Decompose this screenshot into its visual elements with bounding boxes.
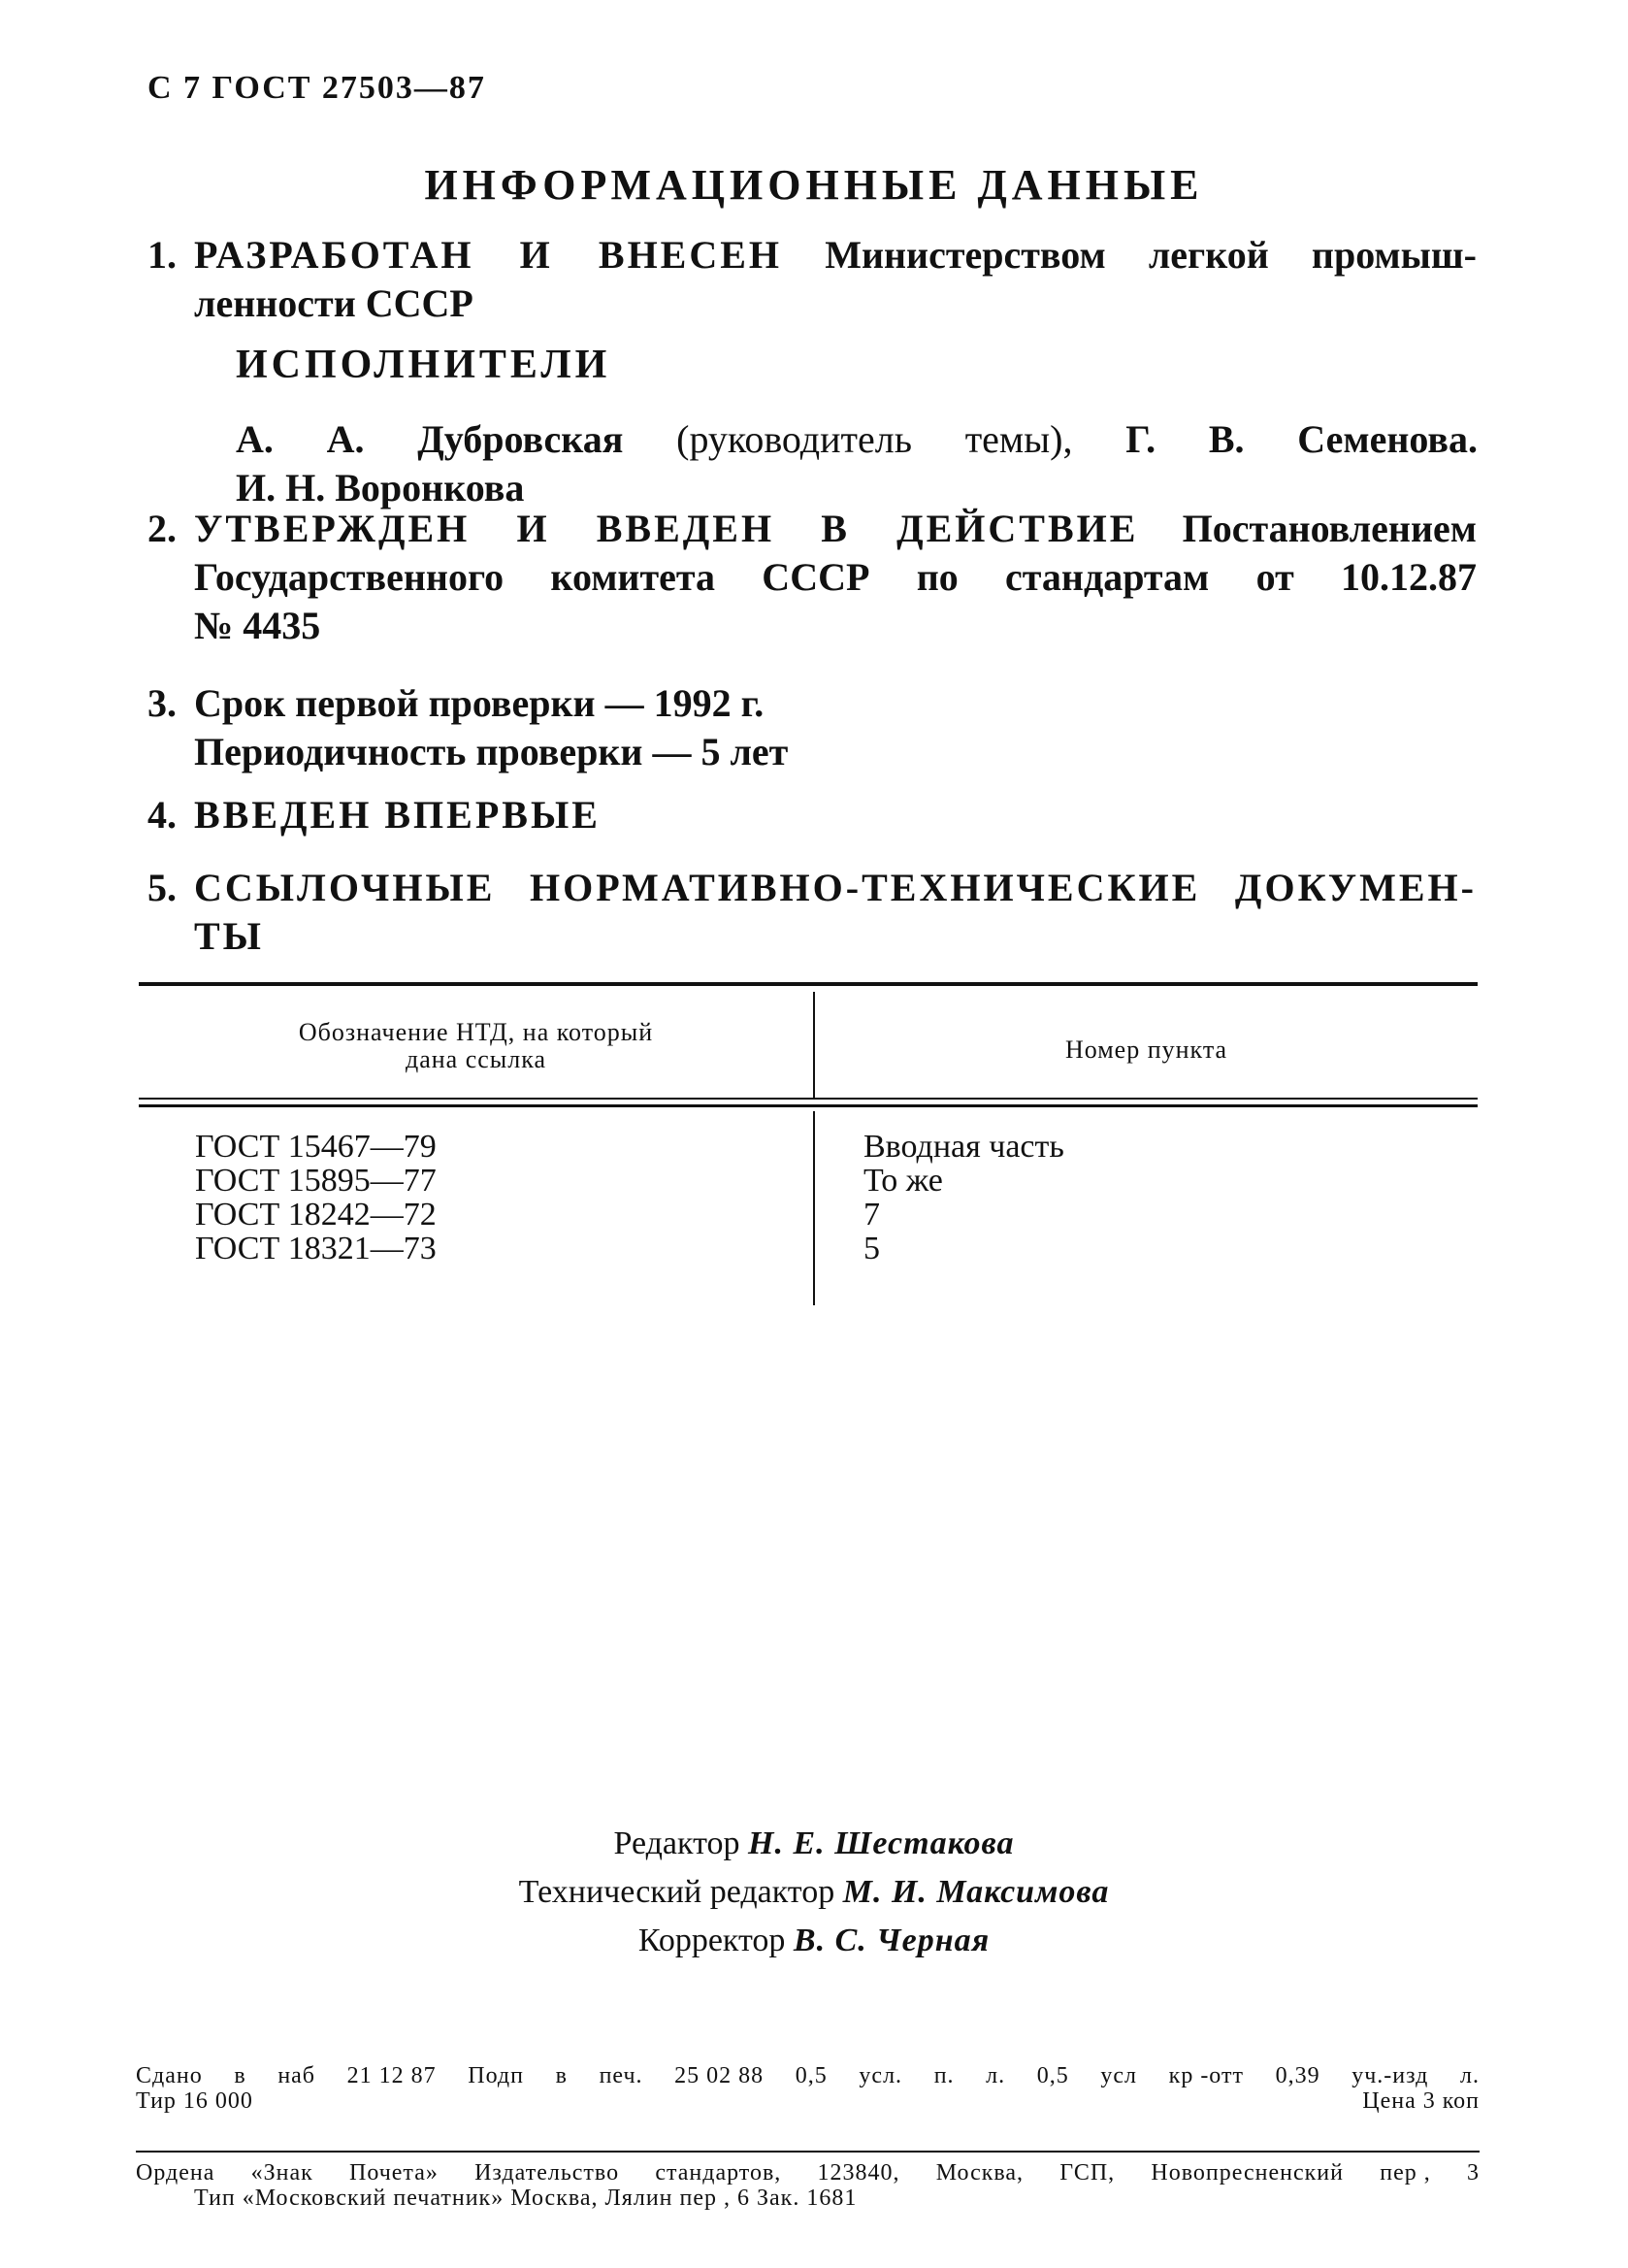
imprint-word: кр -отт [1168,2063,1244,2088]
imprint-line [136,2160,1480,2186]
imprint-word: 25 02 88 [674,2063,765,2088]
credit-editor [0,1820,1628,1868]
item-number: 4. [147,793,177,837]
item-text: Постановлением [1182,507,1478,550]
item-text-line3: № 4435 [194,604,321,647]
credit-name: М. И. Максимова [842,1874,1110,1910]
page-title: ИНФОРМАЦИОННЫЕ ДАННЫЕ [424,161,1204,209]
price: Цена 3 коп [1362,2088,1480,2114]
print-run: Тир 16 000 [136,2088,253,2114]
item-number: 1. [147,233,177,277]
credit-name: В. С. Черная [793,1923,991,1958]
imprint-word: 0,5 [1036,2063,1069,2088]
table-cell-clause: То же [863,1163,943,1199]
table-cell-doc: ГОСТ 18242—72 [195,1197,437,1233]
imprint-word: 0,39 [1275,2063,1320,2088]
imprint-word: печ. [599,2063,643,2088]
item-text-line2: Периодичность проверки — 5 лет [194,730,789,773]
item-caps-line1: ССЫЛОЧНЫЕ НОРМАТИВНО-ТЕХНИЧЕСКИЕ ДОКУМЕН- [194,866,1477,909]
table-top-rule [139,982,1478,986]
imprint-word: наб [277,2063,316,2088]
item-number: 5. [147,866,177,909]
table-body-divider [813,1111,815,1305]
table-cell-clause: 7 [863,1197,880,1233]
table-header-rule-double [139,1104,1478,1107]
credit-name: Н. Е. Шестакова [748,1825,1015,1861]
item-caps-line2: ТЫ [194,914,264,958]
imprint-publisher [136,2160,1480,2211]
credits [0,1820,1628,1965]
table-cell-doc: ГОСТ 15467—79 [195,1129,437,1165]
credit-role: Корректор [637,1923,786,1958]
item-number: 2. [147,507,177,550]
executors-heading: ИСПОЛНИТЕЛИ [236,343,611,387]
clause-column [863,1130,1064,1265]
doc-column [195,1130,437,1265]
imprint-word: 21 12 87 [346,2063,437,2088]
item-5 [147,864,1477,961]
executor-role: (руководитель темы), [676,417,1073,461]
imprint-word: Москва, [935,2160,1025,2186]
imprint-word: пер , [1380,2160,1431,2186]
imprint-word: в [234,2063,246,2088]
credit-role: Технический редактор [518,1874,835,1910]
table-cell-clause: 5 [863,1231,880,1266]
imprint-word: л. [986,2063,1006,2088]
credit-tech-editor [0,1868,1628,1917]
imprint-line [136,2088,1480,2114]
item-number: 3. [147,681,177,725]
item-caps: УТВЕРЖДЕН И ВВЕДЕН В ДЕЙСТВИЕ [194,507,1139,550]
imprint-word: усл [1100,2063,1138,2088]
imprint-word: л. [1460,2063,1480,2088]
imprint-line [136,2063,1480,2088]
item-text-line2: Государственного комитета СССР по стандартам от 10.12.87 [194,555,1477,599]
imprint-word: п. [933,2063,955,2088]
item-4 [147,791,1477,839]
imprint-word: стандартов, [655,2160,782,2186]
table-cell-clause: Вводная часть [863,1129,1064,1165]
imprint-word: «Знак [250,2160,313,2186]
item-text-line2: ленности СССР [194,281,473,325]
table-cell-doc: ГОСТ 15895—77 [195,1163,437,1199]
imprint-word: уч.-изд [1351,2063,1429,2088]
imprint-print-data [136,2063,1480,2114]
imprint-word: в [555,2063,568,2088]
imprint-printer: Тип «Московский печатник» Москва, Лялин пер , 6 Зак. 1681 [194,2186,858,2211]
imprint-divider [136,2151,1480,2153]
column-header-line: Обозначение НТД, на который [298,1018,654,1046]
page-code: С 7 ГОСТ 27503—87 [147,70,486,106]
imprint-word: Новопресненский [1151,2160,1344,2186]
item-text: Министерством легкой промыш- [825,233,1477,277]
executor-name: И. Н. Воронкова [236,466,525,509]
reference-table [139,982,1478,1307]
imprint-word: Сдано [136,2063,203,2088]
imprint-word: ГСП, [1059,2160,1116,2186]
imprint-word: Подп [468,2063,524,2088]
credit-role: Редактор [613,1825,740,1861]
item-caps: ВВЕДЕН ВПЕРВЫЕ [194,793,601,837]
executors-names [236,415,1478,512]
executor-name: А. А. Дубровская [236,417,624,461]
imprint-word: усл. [859,2063,903,2088]
table-cell-doc: ГОСТ 18321—73 [195,1231,437,1266]
item-1 [147,231,1477,328]
imprint-word: 3 [1466,2160,1480,2186]
column-header-clause: Номер пункта [1064,1035,1228,1064]
credit-corrector [0,1917,1628,1965]
imprint-word: Издательство [474,2160,620,2186]
item-caps: РАЗРАБОТАН И ВНЕСЕН [194,233,783,277]
item-text-line1: Срок первой проверки — 1992 г. [194,681,765,725]
imprint-word: Почета» [349,2160,439,2186]
executor-name: Г. В. Семенова. [1125,417,1479,461]
imprint-word: 123840, [817,2160,900,2186]
imprint-word: Ордена [136,2160,215,2186]
column-header-line: дана ссылка [405,1045,547,1073]
column-header-doc [139,1019,813,1073]
table-header-rule [139,1098,1478,1100]
item-3 [147,679,1477,776]
item-2 [147,505,1477,650]
imprint-word: 0,5 [795,2063,828,2088]
